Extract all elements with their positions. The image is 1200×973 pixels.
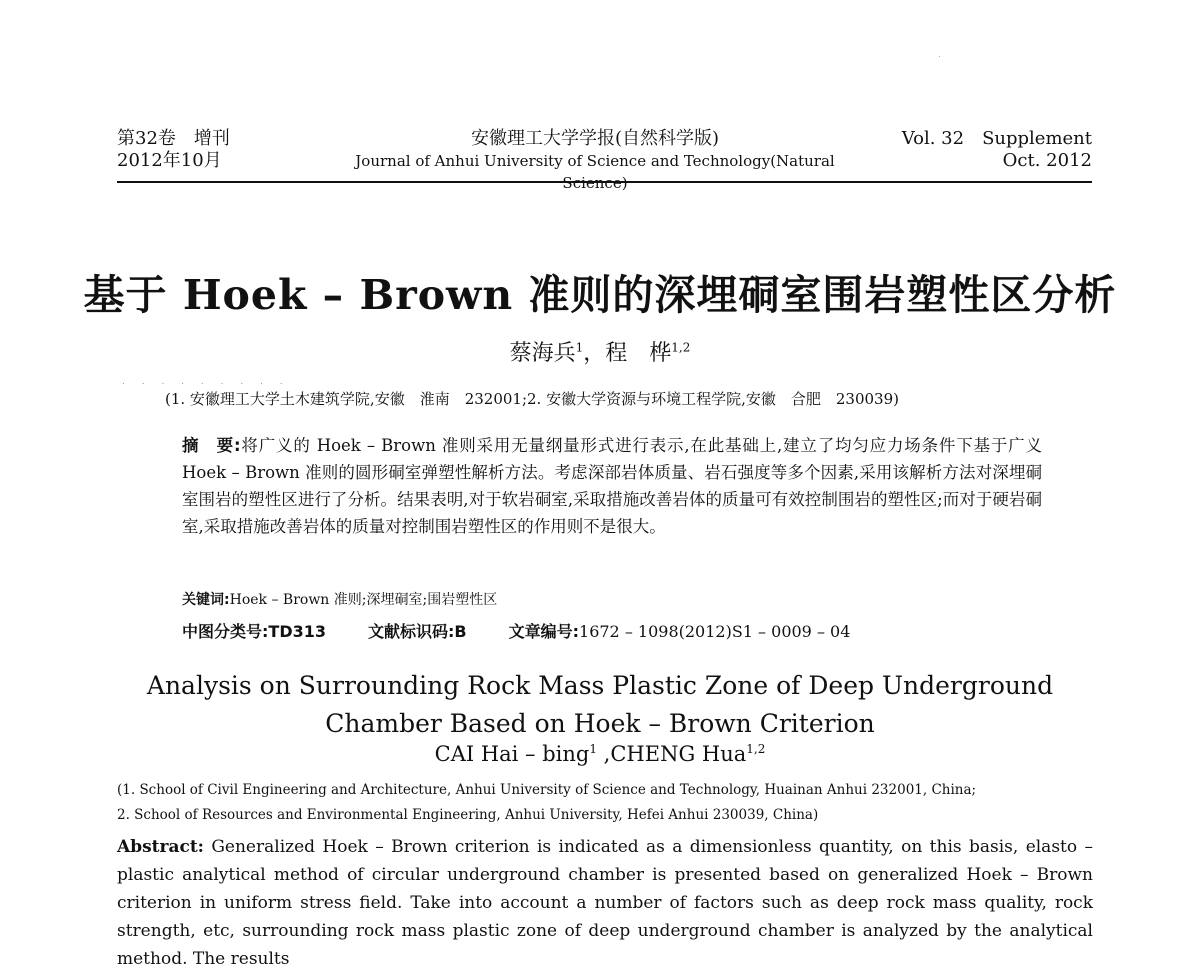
article-no-label: 文章编号: bbox=[508, 622, 580, 641]
abstract-cn bbox=[182, 432, 1042, 540]
author-separator: ， bbox=[583, 341, 606, 366]
abstract-en-label: Abstract: bbox=[117, 837, 204, 857]
header-journal bbox=[330, 128, 860, 194]
paper-title-en bbox=[0, 667, 1200, 743]
author-name-en: CAI Hai – bing bbox=[434, 742, 590, 766]
abstract-en-text: Generalized Hoek – Brown criterion is indicated as a dimensionless quantity, on this basis, elasto – plastic analytical method of circular underground chamber is presented based on generalized Hoek – Brown criterion in uniform stress field. Take into account a number of factors such as deep rock mass quality, rock strength, etc, surrounding rock mass plastic zone of deep underground chamber is analyzed by the analytical method. The results bbox=[117, 837, 1093, 969]
affiliation-en-line1: (1. School of Civil Engineering and Architecture, Anhui University of Science and Technology, Huainan Anhui 232001, China; bbox=[117, 782, 977, 798]
doc-code-label: 文献标识码: bbox=[368, 622, 455, 641]
clc-value: TD313 bbox=[268, 622, 326, 641]
abstract-cn-text: 将广义的 Hoek – Brown 准则采用无量纲量形式进行表示,在此基础上,建立了均匀应力场条件下基于广义 Hoek – Brown 准则的圆形硐室弹塑性解析方法。考虑深部岩体质量、岩石强度等多个因素,采用该解析方法对深埋硐室围岩的塑性区进行了分析。结果表明,对于软岩硐室,采取措施改善岩体的质量可有效控制围岩的塑性区;而对于硬岩硐室,采取措施改善岩体的质量对控制围岩塑性区的作用则不是很大。 bbox=[182, 436, 1042, 536]
paper-title-en-line2: Chamber Based on Hoek – Brown Criterion bbox=[325, 709, 875, 738]
affiliation-cn: (1. 安徽理工大学土木建筑学院,安徽 淮南 232001;2. 安徽大学资源与环境工程学院,安徽 合肥 230039) bbox=[165, 390, 899, 408]
author-affil-mark: 1 bbox=[589, 742, 597, 756]
header-date-en: Oct. 2012 bbox=[1002, 150, 1092, 171]
doc-code-value: B bbox=[454, 622, 467, 641]
author-affil-mark: 1 bbox=[575, 340, 584, 355]
article-no-value: 1672 – 1098(2012)S1 – 0009 – 04 bbox=[579, 622, 851, 641]
author-affil-mark: 1,2 bbox=[671, 340, 691, 355]
scan-speck: . bbox=[938, 50, 941, 60]
author-separator: , bbox=[597, 742, 611, 766]
header-date-cn: 2012年10月 bbox=[117, 150, 222, 171]
author-name-en: CHENG Hua bbox=[610, 742, 747, 766]
author-name: 程 桦 bbox=[605, 341, 672, 366]
paper-title-en-line1: Analysis on Surrounding Rock Mass Plastic Zone of Deep Underground bbox=[146, 671, 1054, 700]
author-affil-mark: 1,2 bbox=[746, 742, 766, 756]
paper-title-cn: 基于 Hoek – Brown 准则的深埋硐室围岩塑性区分析 bbox=[83, 271, 1117, 319]
journal-name-en: Journal of Anhui University of Science and Technology(Natural Science) bbox=[355, 152, 835, 192]
keywords-cn bbox=[182, 589, 497, 609]
classification-line bbox=[182, 619, 850, 642]
header-volume: 第32卷 增刊 bbox=[117, 128, 230, 149]
header-issue-info bbox=[902, 128, 1092, 172]
header-volume-info bbox=[117, 128, 230, 172]
keywords-cn-label: 关键词: bbox=[182, 592, 230, 608]
abstract-cn-label: 摘 要: bbox=[182, 436, 241, 455]
header-vol-en: Vol. 32 Supplement bbox=[901, 128, 1092, 149]
authors-en bbox=[0, 742, 1200, 766]
keywords-cn-text: Hoek – Brown 准则;深埋硐室;围岩塑性区 bbox=[229, 592, 498, 608]
clc-label: 中图分类号: bbox=[182, 622, 269, 641]
header-rule bbox=[117, 181, 1092, 183]
author-name: 蔡海兵 bbox=[509, 341, 576, 366]
abstract-en bbox=[117, 833, 1093, 973]
affiliation-en bbox=[117, 778, 1092, 828]
scan-dots: . . . . . . . . . bbox=[122, 377, 290, 387]
journal-name-cn: 安徽理工大学学报(自然科学版) bbox=[470, 128, 720, 149]
authors-cn bbox=[0, 336, 1200, 367]
affiliation-en-line2: 2. School of Resources and Environmental Engineering, Anhui University, Hefei Anhui 230039, China) bbox=[117, 807, 819, 823]
